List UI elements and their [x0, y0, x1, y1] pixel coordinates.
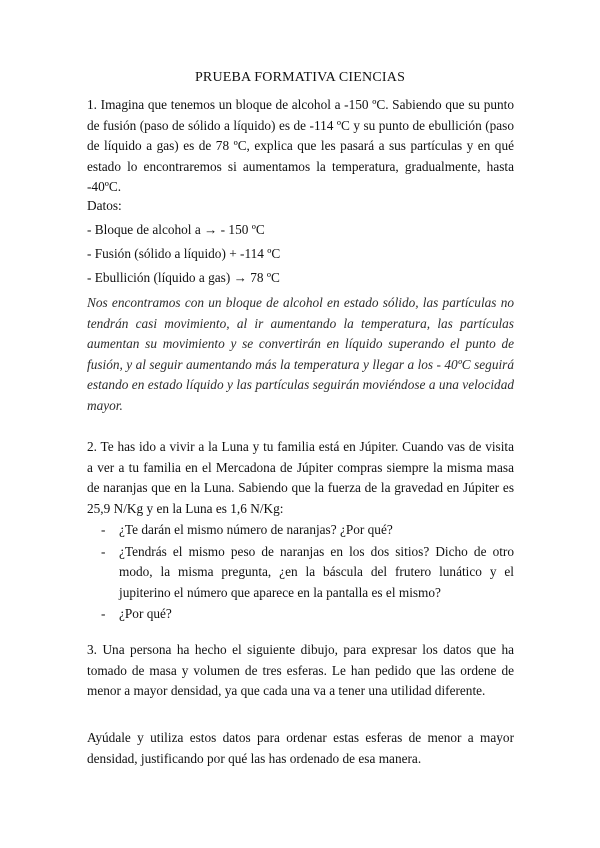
list-item — [87, 542, 514, 604]
data-line-1: - Bloque de alcohol a → - 150 ºC — [87, 222, 265, 237]
bullet-dash: - — [101, 522, 106, 537]
question-1-answer: Nos encontramos con un bloque de alcohol en estado sólido, las partículas no tendrán casi movimiento, al ir aumentando la temperatura, las partículas aumentan su movimiento y se convertirán en líquido superando el punto de fusión, y al seguir aumentando más la temperatura y llegar a los - 40ºC seguirá estando en estado líquido y las partículas seguirán moviéndose a una velocidad mayor. — [87, 295, 514, 413]
data-line-2: - Fusión (sólido a líquido) + -114 ºC — [87, 246, 281, 261]
data-line-3: - Ebullición (líquido a gas) → 78 ºC — [87, 270, 280, 285]
bullet-text: ¿Te darán el mismo número de naranjas? ¿Por qué? — [119, 522, 393, 537]
bullet-text: ¿Tendrás el mismo peso de naranjas en los dos sitios? Dicho de otro modo, la misma pregunta, ¿en la báscula del frutero lunático y el jupiterino el número que aparece en la pantalla es el mismo? — [119, 543, 514, 600]
list-item — [87, 604, 514, 625]
data-label: Datos: — [87, 198, 122, 213]
question-2-bullets — [87, 520, 514, 626]
bullet-dash: - — [101, 606, 106, 621]
bullet-text: ¿Por qué? — [119, 606, 172, 621]
page-title: PRUEBA FORMATIVA CIENCIAS — [194, 70, 406, 85]
question-3-text: 3. Una persona ha hecho el siguiente dibujo, para expresar los datos que ha tomado de masa y volumen de tres esferas. Le han pedido que las ordene de menor a mayor densidad, ya que cada una va a tener una utilidad diferente. — [87, 642, 514, 698]
list-item — [87, 520, 514, 541]
bullet-dash: - — [101, 543, 106, 559]
question-2-text: 2. Te has ido a vivir a la Luna y tu familia está en Júpiter. Cuando vas de visita a ver a tu familia en el Mercadona de Júpiter compras siempre la misma masa de naranjas que en la Luna. Sabiendo que la fuerza de la gravedad en Júpiter es 25,9 N/Kg y en la Luna es 1,6 N/Kg: — [87, 439, 514, 516]
question-1-text: 1. Imagina que tenemos un bloque de alcohol a -150 ºC. Sabiendo que su punto de fusión (paso de sólido a líquido) es de -114 ºC y su punto de ebullición (paso de líquido a gas) es de 78 ºC, explica que les pasará a sus partículas y en qué estado lo encontraremos si aumentamos la temperatura, gradualmente, hasta -40ºC. — [87, 97, 514, 194]
question-3-instruction: Ayúdale y utiliza estos datos para ordenar estas esferas de menor a mayor densidad, justificando por qué las has ordenado de esa manera. — [87, 730, 514, 766]
